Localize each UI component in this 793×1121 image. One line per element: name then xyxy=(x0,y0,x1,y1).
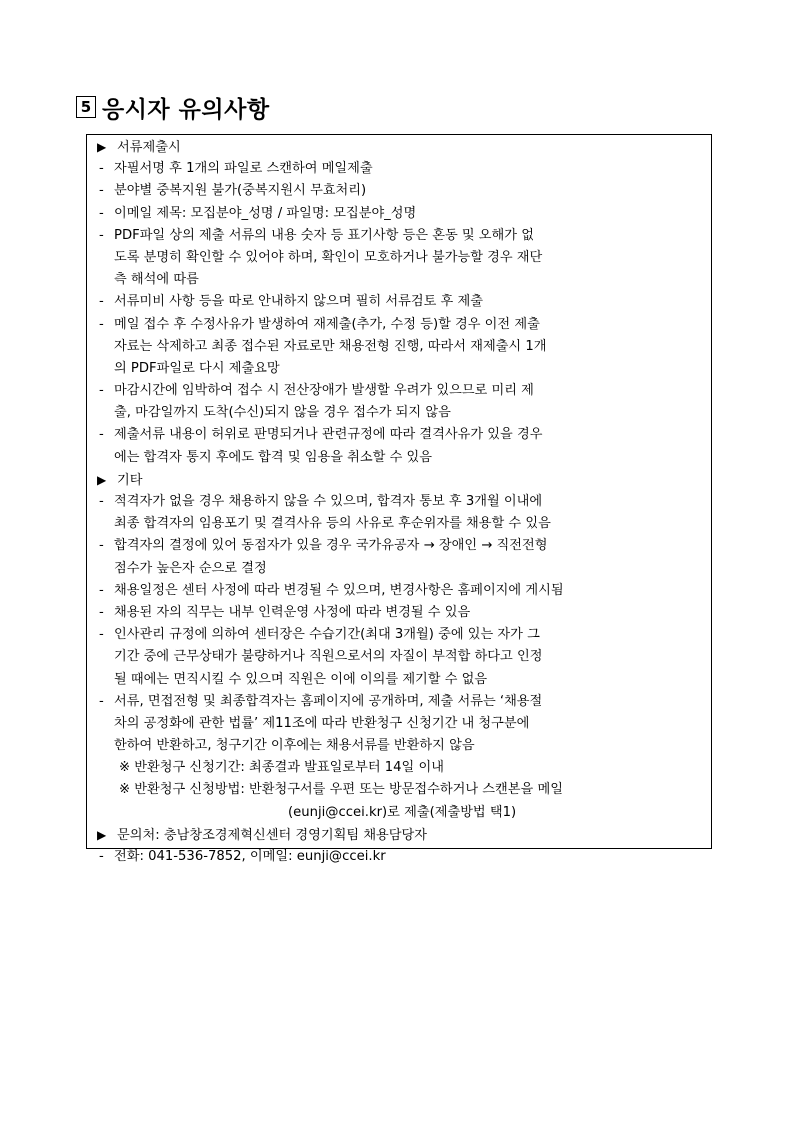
list-item: - 마감시간에 임박하여 접수 시 전산장애가 발생할 우려가 있으므로 미리 제 xyxy=(99,383,534,399)
list-item-continuation: 최종 합격자의 임용포기 및 결격사유 등의 사유로 후순위자를 채용할 수 있음 xyxy=(114,516,551,532)
list-item: - 메일 접수 후 수정사유가 발생하여 재제출(추가, 수정 등)할 경우 이전 제출 xyxy=(99,316,540,332)
list-item-continuation: 의 PDF파일로 다시 제출요망 xyxy=(114,360,280,376)
note-line: ※ 반환청구 신청기간: 최종결과 발표일로부터 14일 이내 xyxy=(119,760,444,776)
list-item-continuation: 점수가 높은자 순으로 결정 xyxy=(114,560,267,576)
list-item: - 인사관리 규정에 의하여 센터장은 수습기간(최대 3개월) 중에 있는 자가 그 xyxy=(99,627,540,643)
list-item: - 채용일정은 센터 사정에 따라 변경될 수 있으며, 변경사항은 홈페이지에 게시됨 xyxy=(99,582,564,598)
section-heading xyxy=(76,90,270,124)
list-item: - 자필서명 후 1개의 파일로 스캔하여 메일제출 xyxy=(99,161,373,177)
list-item: - 적격자가 없을 경우 채용하지 않을 수 있으며, 합격자 통보 후 3개월 이내에 xyxy=(99,494,543,509)
list-item: - 분야별 중복지원 불가(중복지원시 무효처리) xyxy=(99,183,367,199)
list-item: - 제출서류 내용이 허위로 판명되거나 관련규정에 따라 결격사유가 있을 경우 xyxy=(99,427,543,443)
triangle-bullet-icon: ▶ xyxy=(97,140,107,154)
list-item-continuation: 한하여 반환하고, 청구기간 이후에는 채용서류를 반환하지 않음 xyxy=(114,738,475,754)
section-title: 응시자 유의사항 xyxy=(102,96,270,123)
list-item-continuation: 측 해석에 따름 xyxy=(114,272,199,288)
notice-box xyxy=(86,134,712,864)
list-item-continuation: 도록 분명히 확인할 수 있어야 하며, 확인이 모호하거나 불가능할 경우 재단 xyxy=(114,249,543,265)
list-item: - 서류, 면접전형 및 최종합격자는 홈페이지에 공개하며, 제출 서류는 ‘채용절 xyxy=(99,693,543,709)
note-line: (eunji@ccei.kr)로 제출(제출방법 택1) xyxy=(288,804,517,820)
list-item: - 합격자의 결정에 있어 동점자가 있을 경우 국가유공자 → 장애인 → 직전전형 xyxy=(99,538,548,554)
section-number-box: 5 xyxy=(76,96,96,118)
list-item-continuation: 출, 마감일까지 도착(수신)되지 않을 경우 접수가 되지 않음 xyxy=(114,405,451,421)
list-item-continuation: 차의 공정화에 관한 법률’ 제11조에 따라 반환청구 신청기간 내 청구분에 xyxy=(114,715,530,731)
section-header-etc: ▶ 기타 xyxy=(91,469,707,491)
note-line: ※ 반환청구 신청방법: 반환청구서를 우편 또는 방문접수하거나 스캔본을 메일 xyxy=(119,782,563,798)
list-item: - PDF파일 상의 제출 서류의 내용 숫자 등 표기사항 등은 혼동 및 오해가 없 xyxy=(99,227,534,243)
section-header-contact: ▶ 문의처: 충남창조경제혁신센터 경영기획팀 채용담당자 xyxy=(91,824,707,846)
list-item-continuation: 될 때에는 면직시킬 수 있으며 직원은 이에 이의를 제기할 수 없음 xyxy=(114,671,488,687)
section-header-documents: ▶ 서류제출시 xyxy=(91,136,707,158)
list-item-continuation: 에는 합격자 통지 후에도 합격 및 임용을 취소할 수 있음 xyxy=(114,449,432,465)
list-item-continuation: 기간 중에 근무상태가 불량하거나 직원으로서의 자질이 부적합 하다고 인정 xyxy=(114,649,543,665)
list-item: - 채용된 자의 직무는 내부 인력운영 사정에 따라 변경될 수 있음 xyxy=(99,604,471,620)
triangle-bullet-icon: ▶ xyxy=(97,827,107,842)
list-item: - 서류미비 사항 등을 따로 안내하지 않으며 필히 서류검토 후 제출 xyxy=(99,294,483,310)
list-item: - 전화: 041-536-7852, 이메일: eunji@ccei.kr xyxy=(99,849,386,864)
list-item: - 이메일 제목: 모집분야_성명 / 파일명: 모집분야_성명 xyxy=(99,205,417,221)
list-item-continuation: 자료는 삭제하고 최종 접수된 자료로만 채용전형 진행, 따라서 재제출시 1개 xyxy=(114,338,547,354)
triangle-bullet-icon: ▶ xyxy=(97,472,107,487)
